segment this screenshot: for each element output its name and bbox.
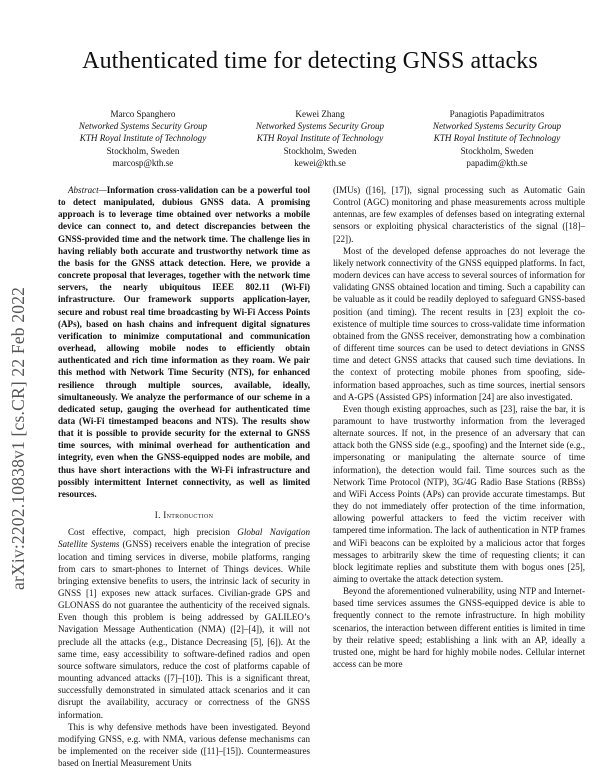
author-email: papadim@kth.se bbox=[466, 157, 528, 168]
author-group: Networked Systems Security Group bbox=[432, 121, 562, 132]
right-column bbox=[333, 184, 585, 670]
author-block bbox=[55, 108, 585, 169]
left-column bbox=[58, 184, 310, 769]
body-paragraph-2: Most of the developed defense approaches do not leverage the likely network connectivity of the GNSS equipped platforms. In fact, modern devices can have access to several sources of information for validating GNSS obtained location and timing. Such a capability can be valuable as it could be readily deployed to safeguard GNSS-based position (and timing). The recent results in [23] exploit the co-existence of multiple time sources to cross-validate time information obtained from the GNSS receiver, demonstrating how a combination of different time sources can be used to detect deviations in GNSS time and detect GNSS attacks that caused such time deviations. In the context of protecting mobile phones from spoofing, side-information based approaches, such as time sources, inertial sensors and A-GPS (Assisted GPS) information [24] are also investigated. bbox=[333, 245, 585, 402]
author-institution: KTH Royal Institute of Technology bbox=[433, 133, 561, 144]
body-paragraph-1: (IMUs) ([16], [17]), signal processing such as Automatic Gain Control (AGC) monitoring and phase measurements across multiple antennas, are few examples of defenses based on integrating external sensors or exploiting physical characteristics of the signal ([18]–[22]). bbox=[333, 185, 585, 244]
author-group: Networked Systems Security Group bbox=[255, 121, 385, 132]
author-location: Stockholm, Sweden bbox=[283, 145, 357, 156]
arxiv-identifier: arXiv:2202.10838v1 [cs.CR] 22 Feb 2022 bbox=[8, 286, 28, 590]
author-1 bbox=[55, 108, 231, 169]
author-email: marcosp@kth.se bbox=[112, 157, 174, 168]
intro-text: Cost effective, compact, high precision bbox=[68, 527, 238, 538]
author-institution: KTH Royal Institute of Technology bbox=[256, 133, 384, 144]
intro-text: (GNSS) receivers enable the integration of precise location and timing services in diverse, mobile platforms, ranging from cars to smart-phones to Internet of Things devices. While bringing extensive benefits to users, the intrinsic lack of security in GNSS [1] exposes new attack surfaces. Civilian-grade GPS and GLONASS do not guarantee the authenticity of the received signals. Even though this problem is being addressed by GALILEO’s Navigation Message Authentication (NMA) ([2]–[4]), it will not preclude all the attacks (e.g., Distance Decreasing [5], [6]). At the same time, easy accessibility to software-defined radios and open source software simulators, reduce the cost of platforms capable of mounting advanced attacks ([7]–[10]). This is a significant threat, successfully demonstrated in simulated attack scenarios and it can disrupt the availability, accuracy or correctness of the GNSS information. bbox=[58, 539, 310, 720]
author-3 bbox=[409, 108, 585, 169]
author-location: Stockholm, Sweden bbox=[106, 145, 180, 156]
author-institution: KTH Royal Institute of Technology bbox=[79, 133, 207, 144]
abstract bbox=[58, 184, 310, 500]
author-name: Marco Spanghero bbox=[110, 109, 176, 119]
author-group: Networked Systems Security Group bbox=[78, 121, 208, 132]
body-paragraph-3: Even though existing approaches, such as [23], raise the bar, it is paramount to have trustworthy information from the leveraged alternate sources. If not, in the presence of an adversary that can attack both the GNSS side (e.g., spoofing) and the Internet side (e.g., impersonating or manipulating the alternate source of time information), the detection would fail. Time sources such as the Network Time Protocol (NTP), 3G/4G Radio Base Stations (RBSs) and WiFi Access Points (APs) can provide accurate timestamps. But they do not immediately offer protection of the time information, allowing powerful attackers to feed the victim receiver with tampered time information. The lack of authentication in NTP frames and WiFi beacons can be exploited by a malicious actor that forges messages to arbitrarily skew the time of requesting clients; it can block legitimate replies and substitute them with bogus ones [25], aiming to overtake the attack detection system. bbox=[333, 403, 585, 584]
body-paragraph-4: Beyond the aforementioned vulnerability, using NTP and Internet-based time services assumes the GNSS-equipped device is able to frequently connect to the remote infrastructure. In high mobility scenarios, the interaction between different entities is limited in time by their relative speed; establishing a link with an AP, ideally a trusted one, might be hard for highly mobile nodes. Cellular internet access can be more bbox=[333, 586, 585, 670]
author-name: Panagiotis Papadimitratos bbox=[449, 109, 545, 119]
abstract-text: Information cross-validation can be a powerful tool to detect manipulated, dubious GNSS data. A promising approach is to leverage time obtained over networks a mobile device can connect to, and detect discrepancies between the GNSS-provided time and the network time. The challenge lies in having reliably both accurate and trustworthy network time as the basis for the GNSS attack detection. Here, we provide a concrete proposal that leverages, together with the network time servers, the nearly ubiquitous IEEE 802.11 (Wi-Fi) infrastructure. Our framework supports application-layer, secure and robust real time broadcasting by Wi-Fi Access Points (APs), based on hash chains and infrequent digital signatures verification to minimize computational and communication overhead, allowing mobile nodes to efficiently obtain authenticated and rich time information as they roam. We pair this method with Network Time Security (NTS), for enhanced resilience through multiple sources, available, ideally, simultaneously. We analyze the performance of our scheme in a dedicated setup, gauging the overhead for authenticated time data (Wi-Fi timestamped beacons and NTS). The results show that it is possible to provide security for the external to GNSS time sources, with minimal overhead for authentication and integrity, even when the GNSS-equipped nodes are mobile, and thus have short interactions with the Wi-Fi infrastructure and possibly intermittent Internet connectivity, as well as limited resources. bbox=[58, 185, 310, 499]
intro-emphasis: Global Navigation Satellite Systems bbox=[58, 527, 310, 550]
author-location: Stockholm, Sweden bbox=[460, 145, 534, 156]
author-2 bbox=[232, 108, 408, 169]
paper-title: Authenticated time for detecting GNSS attacks bbox=[82, 48, 538, 74]
author-email: kewei@kth.se bbox=[294, 157, 346, 168]
abstract-lead: Abstract— bbox=[68, 185, 107, 195]
author-name: Kewei Zhang bbox=[295, 109, 345, 119]
intro-paragraph-2: This is why defensive methods have been investigated. Beyond modifying GNSS, e.g. with NMA, various defense mechanisms can be implemented on the receiver side ([11]–[15]). Countermeasures based on Inertial Measurement Units bbox=[58, 721, 310, 769]
intro-paragraph-1 bbox=[58, 526, 310, 721]
section-heading: I. Introduction bbox=[154, 510, 214, 521]
